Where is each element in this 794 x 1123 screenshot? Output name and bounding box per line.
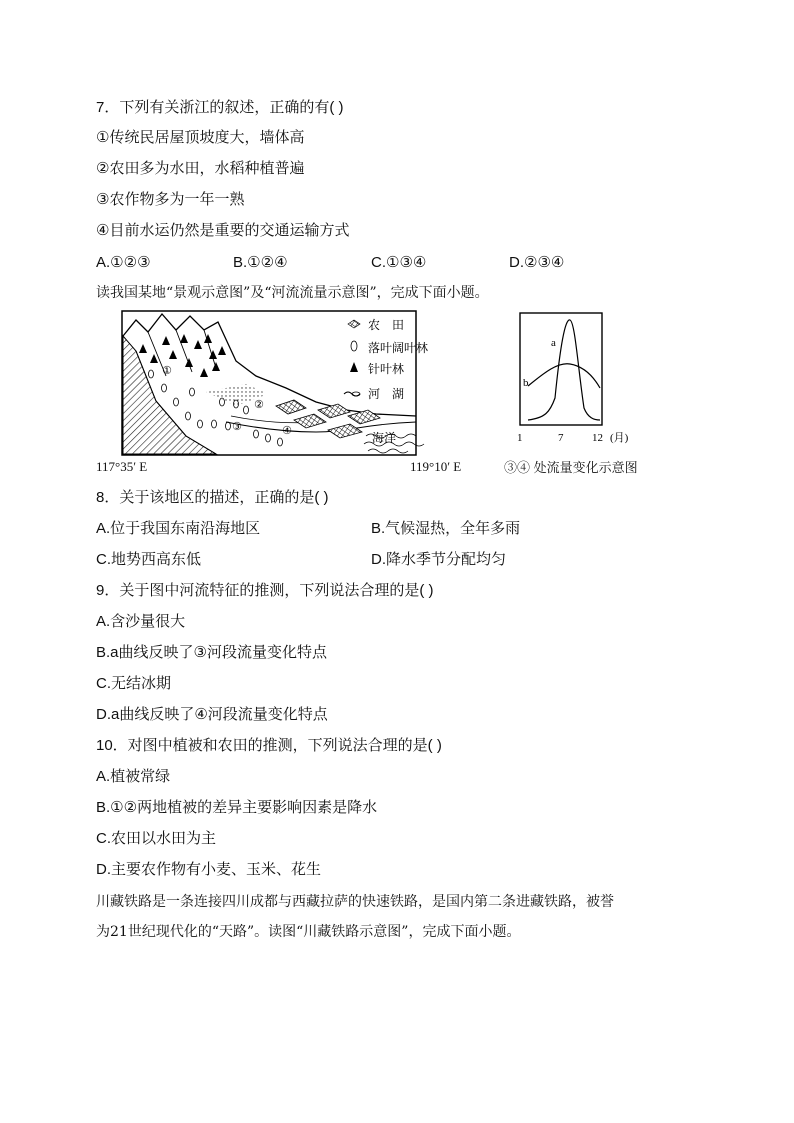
circle-label-1: ① bbox=[162, 365, 172, 377]
flow-frame bbox=[520, 313, 602, 425]
circle-label-4: ④ bbox=[282, 425, 292, 437]
coord-left: 117°35′ E bbox=[96, 459, 148, 474]
q8-stem: 8．关于该地区的描述，正确的是( ) bbox=[96, 489, 329, 506]
x-unit: (月) bbox=[610, 432, 629, 444]
q9-option-d: D.a曲线反映了④河段流量变化特点 bbox=[96, 706, 328, 723]
curve-a-label: a bbox=[551, 337, 556, 349]
q10-option-d: D.主要农作物有小麦、玉米、花生 bbox=[96, 861, 322, 878]
q9-option-b: B.a曲线反映了③河段流量变化特点 bbox=[96, 644, 327, 661]
q7-option-b: B.①②④ bbox=[233, 254, 288, 271]
legend-farmland: 农 田 bbox=[368, 318, 405, 332]
q9-option-c: C.无结冰期 bbox=[96, 675, 172, 692]
q7-item-2: ②农田多为水田，水稻种植普遍 bbox=[96, 160, 305, 177]
q7-option-a: A.①②③ bbox=[96, 254, 151, 271]
q10-stem: 10．对图中植被和农田的推测，下列说法合理的是( ) bbox=[96, 737, 442, 754]
q8-option-c: C.地势西高东低 bbox=[96, 551, 202, 568]
q9-stem: 9．关于图中河流特征的推测，下列说法合理的是( ) bbox=[96, 582, 434, 599]
q10-option-a: A.植被常绿 bbox=[96, 768, 171, 785]
q7-option-d: D.②③④ bbox=[509, 254, 565, 271]
circle-label-3: ③ bbox=[232, 421, 242, 433]
q9-option-a: A.含沙量很大 bbox=[96, 613, 186, 630]
q7-stem: 7．下列有关浙江的叙述，正确的有( ) bbox=[96, 99, 344, 116]
circle-label-2: ② bbox=[254, 399, 264, 411]
q8-option-a: A.位于我国东南沿海地区 bbox=[96, 520, 261, 537]
legend-conifer: 针叶林 bbox=[368, 362, 405, 376]
intro-text-1: 读我国某地“景观示意图”及“河流流量示意图”，完成下面小题。 bbox=[96, 285, 489, 301]
x-tick-7: 7 bbox=[558, 432, 564, 444]
deciduous-legend-icon bbox=[351, 341, 357, 351]
q7-item-1: ①传统民居屋顶坡度大，墙体高 bbox=[96, 129, 305, 146]
legend-river-lake: 河 湖 bbox=[368, 387, 405, 401]
x-tick-12: 12 bbox=[592, 432, 603, 444]
landscape-figure bbox=[96, 306, 456, 478]
intro-text-2-line-2: 为21世纪现代化的“天路”。读图“川藏铁路示意图”，完成下面小题。 bbox=[96, 924, 521, 940]
curve-b-label: b bbox=[523, 377, 529, 389]
q8-option-d: D.降水季节分配均匀 bbox=[371, 551, 507, 568]
sea-label: 海洋 bbox=[372, 431, 397, 445]
flow-chart bbox=[510, 308, 650, 448]
q7-option-c: C.①③④ bbox=[371, 254, 427, 271]
x-tick-1: 1 bbox=[517, 432, 523, 444]
q7-item-3: ③农作物多为一年一熟 bbox=[96, 191, 245, 208]
flow-caption: ③④ 处流量变化示意图 bbox=[504, 460, 638, 475]
legend-deciduous: 落叶阔叶林 bbox=[368, 341, 429, 355]
q7-item-4: ④目前水运仍然是重要的交通运输方式 bbox=[96, 222, 350, 239]
q10-option-c: C.农田以水田为主 bbox=[96, 830, 217, 847]
q8-option-b: B.气候湿热，全年多雨 bbox=[371, 520, 521, 537]
intro-text-2-line-1: 川藏铁路是一条连接四川成都与西藏拉萨的快速铁路，是国内第二条进藏铁路，被誉 bbox=[96, 894, 614, 910]
q10-option-b: B.①②两地植被的差异主要影响因素是降水 bbox=[96, 799, 378, 816]
coord-right: 119°10′ E bbox=[410, 459, 462, 474]
